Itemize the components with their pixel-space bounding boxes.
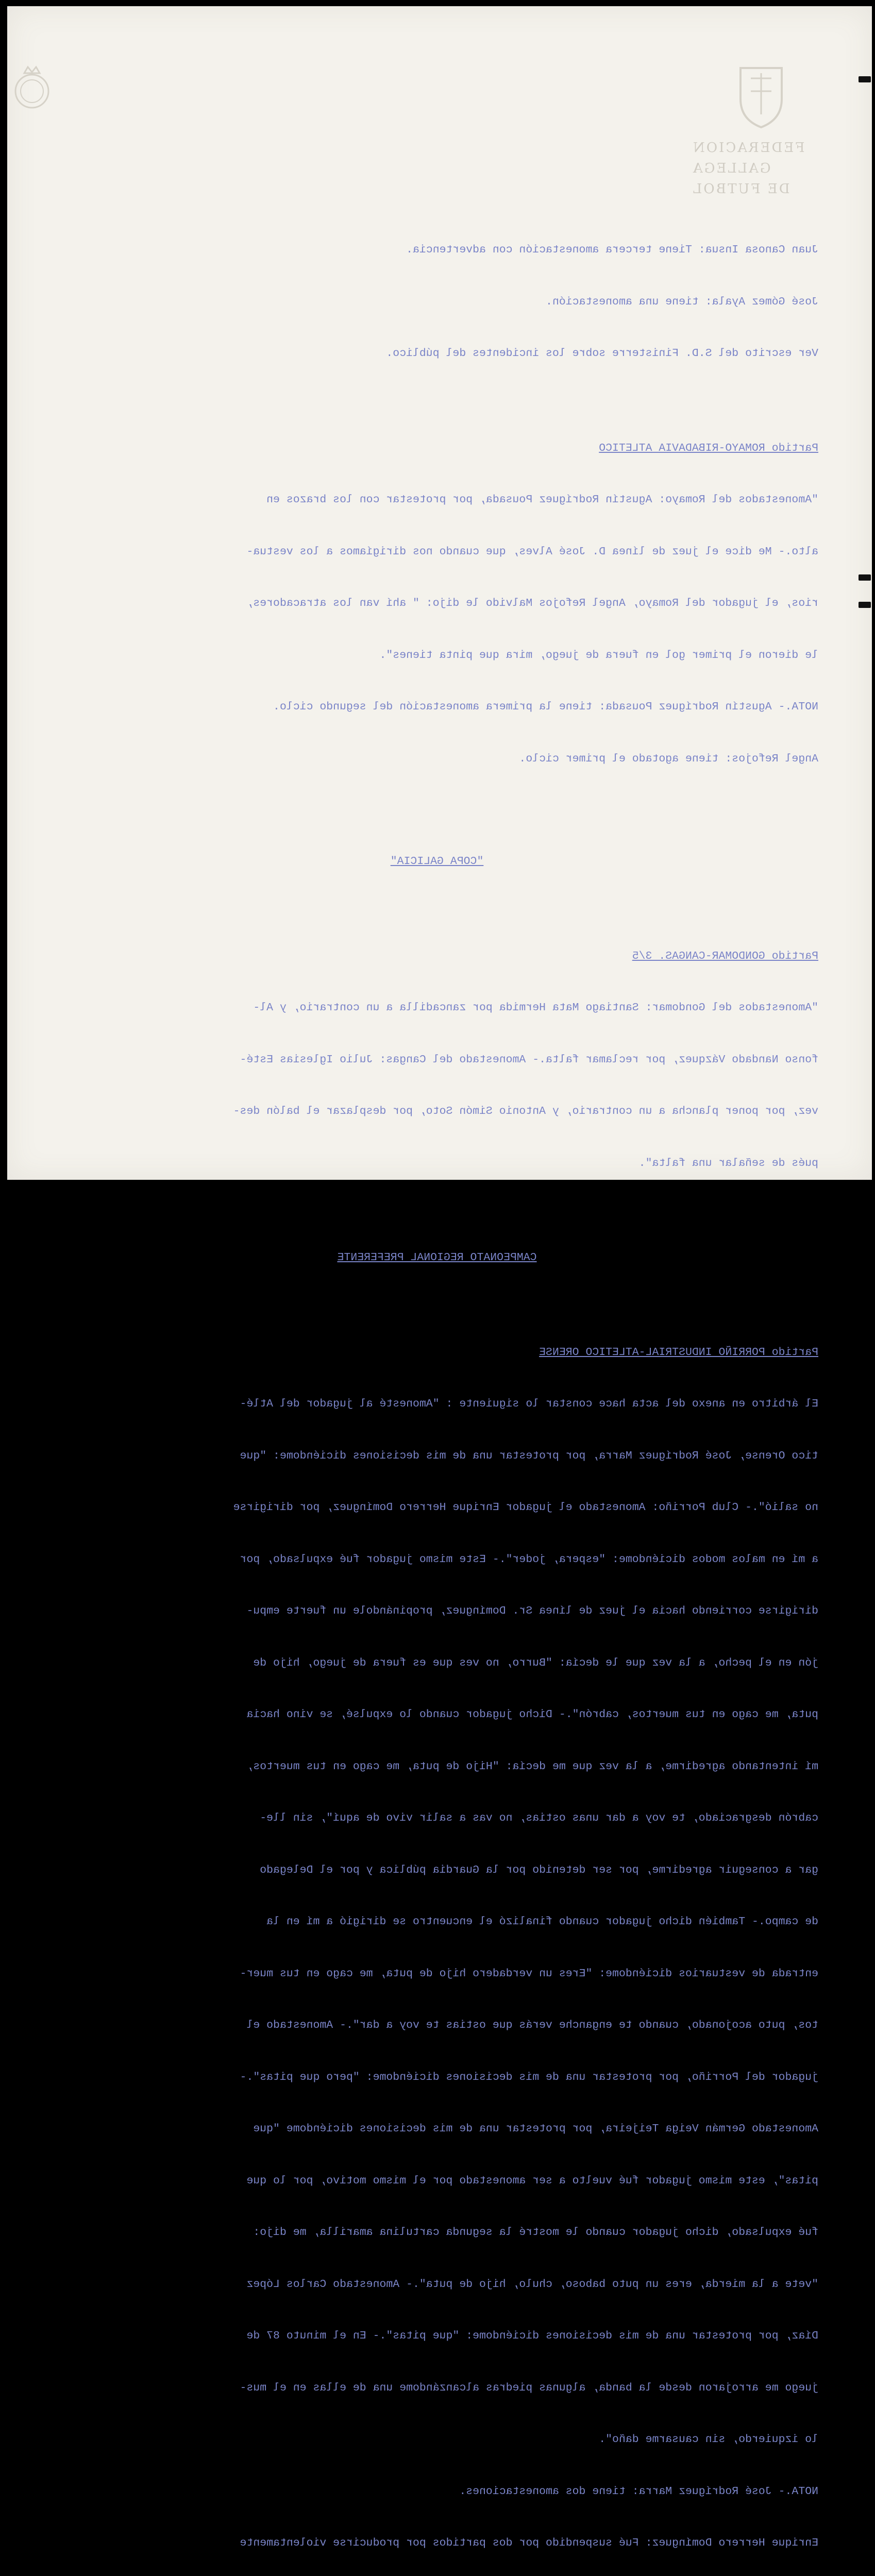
letterhead	[692, 138, 836, 199]
text-line: Díaz, por protestar una de mis decisiones diciéndome: "que pitas".- En el minuto 87 de	[246, 2330, 818, 2342]
section-title: CAMPEONATO REGIONAL PREFERENTE	[337, 1251, 537, 1264]
section-heading: Partido GONDOMAR-CANGAS. 3/5	[632, 950, 818, 962]
text-line: rios, el jugador del Romayo, Angel Refojos Malvido le dijo: " ahí van los atracadores,	[246, 597, 818, 609]
text-line: jón en el pecho, a la vez que le decía: "Burro, no ves que es fuera de juego, hijo de	[253, 1656, 818, 1669]
text-line: Enrique Herrero Domínguez: Fué suspendido por dos partidos por producirse violentamente	[240, 2537, 818, 2549]
text-line: tos, puto acojonado, cuando te enganche verás que ostias te voy a dar".- Amonestado el	[246, 2019, 818, 2031]
text-line: no salió".- Club Porriño: Amonestado el jugador Enrique Herrero Domínguez, por dirigirse	[233, 1501, 818, 1514]
section-heading: Partido ROMAYO-RIBADAVIA ATLETICO	[599, 442, 818, 454]
text-line: alto.- Me dice el juez de línea D. José Alves, que cuando nos dirigíamos a los vestua-	[246, 545, 818, 558]
text-line: entrada de vestuarios diciéndome: "Eres un verdadero hijo de puta, me cago en tus muer-	[240, 1967, 818, 1980]
text-line: "vete a la mierda, eres un puto baboso, chulo, hijo de puta".- Amonestado Carlos López	[246, 2278, 818, 2291]
text-line: Angel Refojos: tiene agotado el primer ciclo.	[519, 752, 818, 765]
text-line: mí intentando agredirme, a la vez que me decía: "Hijo de puta, me cago en tus muertos,	[246, 1760, 818, 1773]
section-heading: Partido PORRIÑO INDUSTRIAL-ATLETICO ORENSE	[539, 1346, 818, 1359]
text-line: Juan Canosa Insua: Tiene tercera amonestación con advertencia.	[406, 244, 818, 256]
text-line: NOTA.- Agustín Rodríguez Pousada: tiene la primera amonestación del segundo ciclo.	[273, 701, 818, 713]
text-line: José Gómez Ayala: tiene una amonestación.	[546, 295, 818, 308]
text-line: jugador del Porriño, por protestar una de mis decisiones diciéndome: "pero que pitas".-	[240, 2071, 818, 2083]
text-line: pués de señalar una falta".	[638, 1157, 818, 1170]
text-line: fonso Nandado Vázquez, por reclamar falta.- Amonestado del Cangas: Julio Iglesias Esté-	[240, 1053, 818, 1066]
binding-mark	[859, 574, 871, 581]
binding-mark	[859, 602, 871, 608]
text-line: de campo.- También dicho jugador cuando finalizó el encuentro se dirigió a mí en la	[266, 1916, 818, 1928]
text-line: dirigirse corriendo hacia el juez de línea Sr. Domínguez, propinándole un fuerte empu-	[246, 1605, 818, 1617]
document-page	[7, 6, 872, 2549]
typed-body	[56, 207, 818, 2576]
text-line: a mí en malos modos diciéndome: "espera, joder".- Este mismo jugador fué expulsado, por	[240, 1553, 818, 1566]
letterhead-line-1: FEDERACION GALLEGA	[692, 140, 805, 176]
text-line: gar a conseguir agredirme, por ser detenido por la Guardia pública y por el Delegado	[260, 1863, 818, 1876]
section-title: "COPA GALICIA"	[390, 855, 484, 868]
mirrored-sheet	[7, 6, 872, 2549]
text-line: El árbitro en anexo del acta hace constar lo siguiente : "Amonesté al jugador del Atlé-	[240, 1398, 818, 1410]
text-line: "Amonestados del Romayo: Agustín Rodríguez Pousada, por protestar con los brazos en	[266, 494, 818, 506]
text-line: tico Orense, José Rodríguez Marra, por protestar una de mis decisiones diciéndome: "que	[240, 1449, 818, 1462]
text-line: NOTA.- José Rodríguez Marra: tiene dos amonestaciones.	[459, 2485, 818, 2498]
text-line: cabrón desgraciado, te voy a dar unas ostias, no vas a salir vivo de aquí", sin lle-	[260, 1812, 818, 1824]
letterhead-line-2: DE FUTBOL	[692, 181, 790, 197]
text-line: lo izquierdo, sin causarme daño".	[599, 2433, 818, 2446]
text-line: Ver escrito del S.D. Finisterre sobre los incidentes del público.	[386, 347, 818, 360]
text-line: "Amonestados del Gondomar: Santiago Mata Hermida por zancadilla a un contrario, y Al-	[253, 1002, 818, 1014]
crest-logo-icon	[11, 63, 53, 114]
text-line: le dieron el primer gol en fuera de juego, mira que pinta tienes".	[379, 649, 818, 662]
text-line: vez, por poner plancha a un contrario, y Antonio Simón Soto, por desplazar el balón des-	[233, 1105, 818, 1117]
text-line: pitas", este mismo jugador fué vuelto a ser amonestado por el mismo motivo, por lo que	[246, 2174, 818, 2187]
text-line: Amonestado Germán Veiga Teijeira, por protestar una de mis decisiones diciéndome "que	[253, 2123, 818, 2135]
text-line: fué expulsado, dicho jugador cuando le mostré la segunda cartulina amarilla, me dijo:	[253, 2226, 818, 2239]
binding-mark	[859, 76, 871, 82]
shield-logo-icon	[733, 63, 789, 130]
text-line: juego me arrojaron desde la banda, algunas piedras alcanzándome una de ellas en el mus-	[240, 2381, 818, 2394]
text-line: puta, me cago en tus muertos, cabrón".- Dicho jugador cuando lo expulsé, se vino hacia	[246, 1708, 818, 1721]
